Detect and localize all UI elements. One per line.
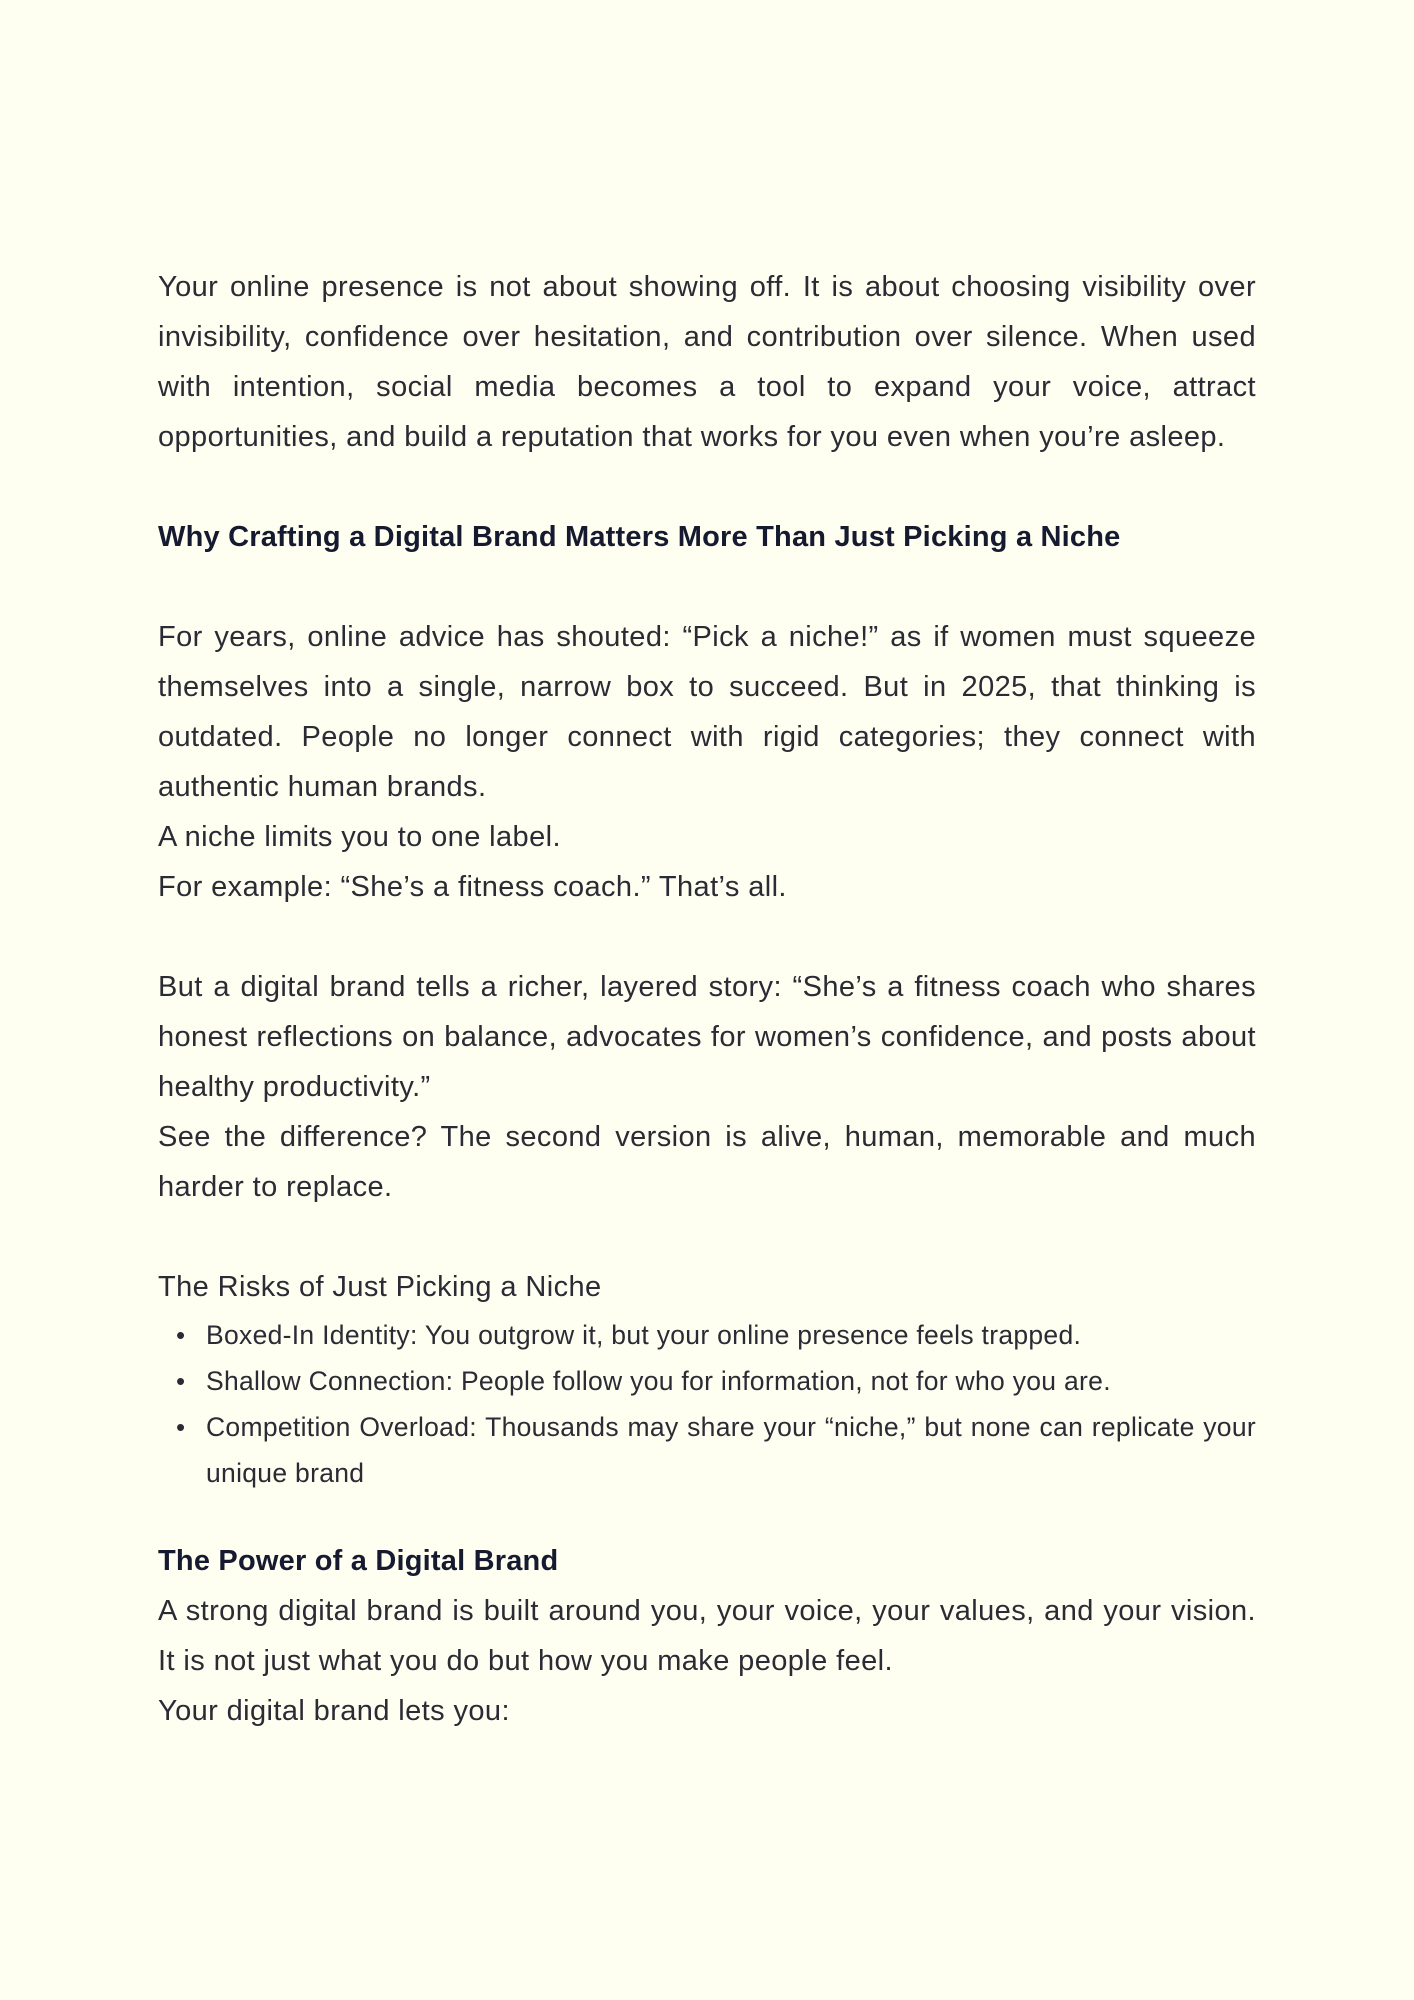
why-line-1: A niche limits you to one label. [158,821,561,853]
list-item [176,1312,1256,1358]
list-item [176,1404,1256,1496]
why-line-2: For example: “She’s a fitness coach.” That’s all. [158,871,787,903]
page-content [158,262,1256,1736]
list-item-text: Boxed-In Identity: You outgrow it, but your online presence feels trapped. [206,1320,1082,1350]
power-line-1: Your digital brand lets you: [158,1695,510,1727]
spacer [158,562,1256,612]
why-paragraph-2: But a digital brand tells a richer, layered story: “She’s a fitness coach who shares honest reflections on balance, advocates for women’s confidence, and posts about healthy productivity.” [158,971,1256,1103]
spacer [158,462,1256,512]
spacer [158,1496,1256,1536]
spacer [158,912,1256,962]
list-item-text: Competition Overload: Thousands may share your “niche,” but none can replicate your unique brand [206,1412,1256,1488]
spacer [158,1212,1256,1262]
bullet-icon: • [176,1412,186,1442]
bullet-icon: • [176,1320,186,1350]
heading-power-digital-brand: The Power of a Digital Brand [158,1545,559,1577]
risks-title: The Risks of Just Picking a Niche [158,1271,602,1303]
why-paragraph-1: For years, online advice has shouted: “Pick a niche!” as if women must squeeze themselves into a single, narrow box to succeed. But in 2025, that thinking is outdated. People no longer connect with rigid categories; they connect with authentic human brands. [158,621,1256,803]
list-item-text: Shallow Connection: People follow you for information, not for who you are. [206,1366,1111,1396]
why-paragraph-3: See the difference? The second version is alive, human, memorable and much harder to replace. [158,1121,1256,1203]
risks-list [158,1312,1256,1496]
intro-paragraph: Your online presence is not about showing off. It is about choosing visibility over invisibility, confidence over hesitation, and contribution over silence. When used with intention, social media becomes a tool to expand your voice, attract opportunities, and build a reputation that works for you even when you’re asleep. [158,271,1256,453]
bullet-icon: • [176,1366,186,1396]
heading-why-digital-brand: Why Crafting a Digital Brand Matters More Than Just Picking a Niche [158,521,1121,553]
power-paragraph-1: A strong digital brand is built around you, your voice, your values, and your vision. It is not just what you do but how you make people feel. [158,1595,1256,1677]
list-item [176,1358,1256,1404]
